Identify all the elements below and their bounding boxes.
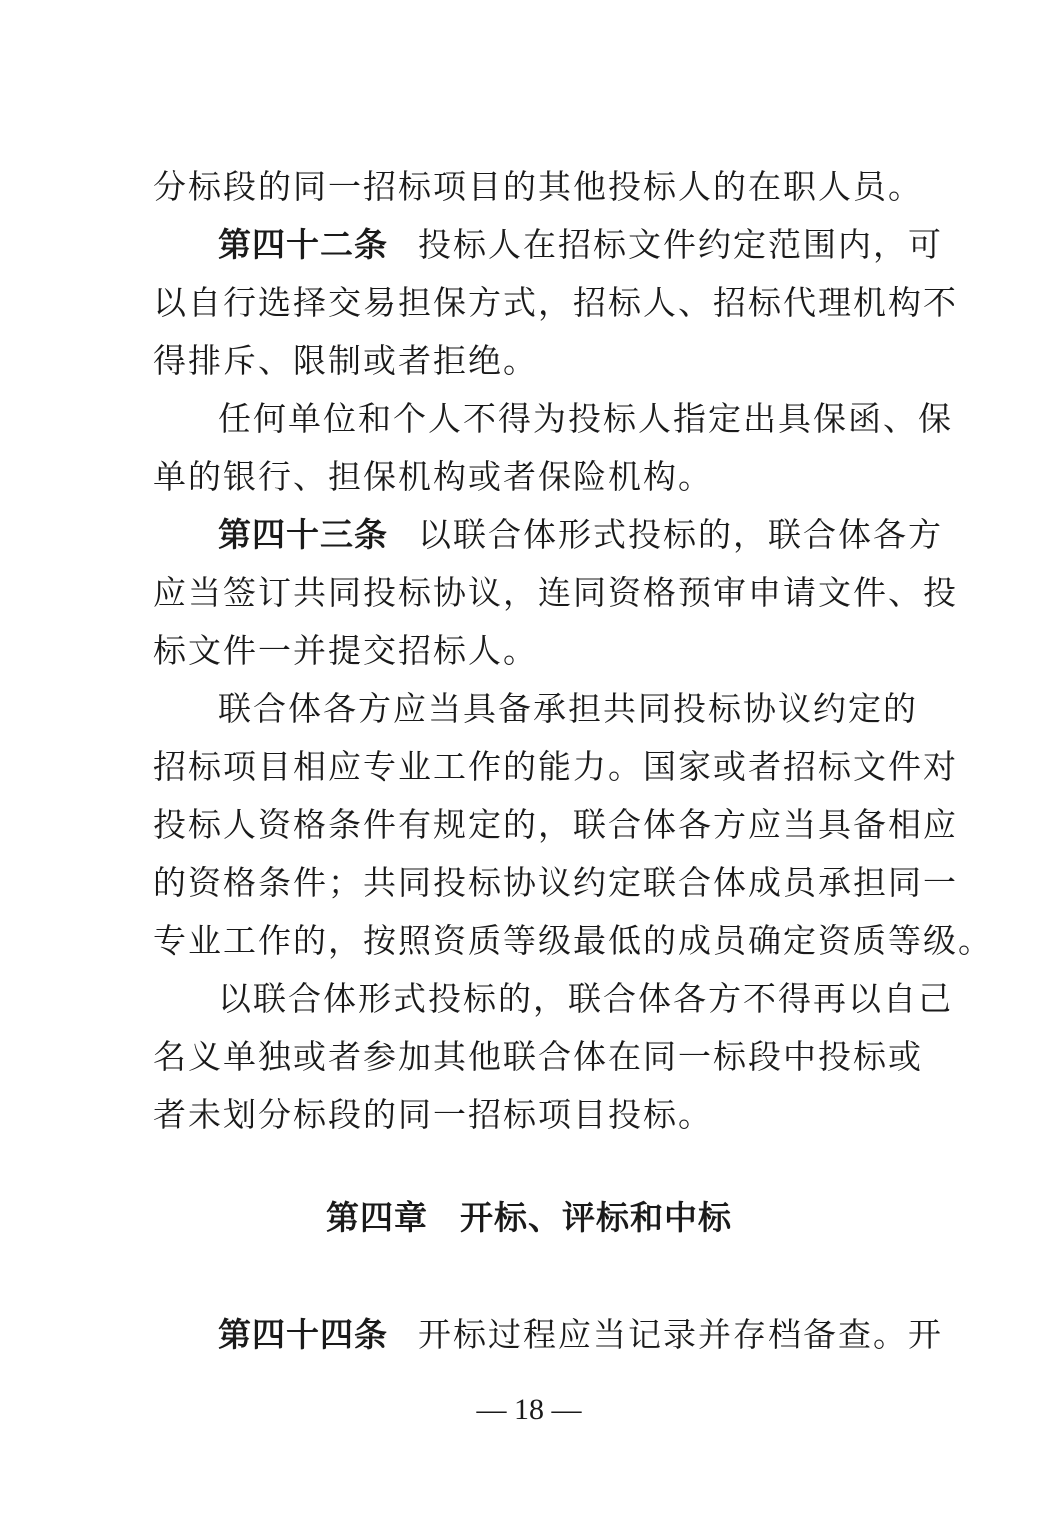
text-line [153, 622, 923, 680]
article-42-label: 第四十二条 [218, 225, 388, 264]
chapter-title: 开标、评标和中标 [460, 1198, 732, 1237]
line-text: 联合体各方应当具备承担共同投标协议约定的 [218, 689, 918, 728]
text-line [153, 332, 923, 390]
line-text: 应当签订共同投标协议，连同资格预审申请文件、投 [153, 573, 958, 612]
text-line [153, 912, 993, 970]
line-text: 开标过程应当记录并存档备查。开 [418, 1315, 943, 1354]
line-text: 得排斥、限制或者拒绝。 [153, 341, 538, 380]
line-text: 的资格条件；共同投标协议约定联合体成员承担同一 [153, 863, 958, 902]
article-43-heading-line [218, 506, 988, 564]
line-text: 标文件一并提交招标人。 [153, 631, 538, 670]
text-line [153, 738, 958, 796]
line-text: 名义单独或者参加其他联合体在同一标段中投标或 [153, 1037, 923, 1076]
line-text: 投标人在招标文件约定范围内，可 [418, 225, 943, 264]
text-line [153, 796, 958, 854]
line-text: 专业工作的，按照资质等级最低的成员确定资质等级。 [153, 921, 993, 960]
line-text: 分标段的同一招标项目的其他投标人的在职人员。 [153, 167, 923, 206]
line-text: 投标人资格条件有规定的，联合体各方应当具备相应 [153, 805, 958, 844]
line-text: 以联合体形式投标的，联合体各方不得再以自己 [218, 979, 953, 1018]
page-number: — 18 — [476, 1393, 582, 1426]
line-text: 者未划分标段的同一招标项目投标。 [153, 1095, 713, 1134]
text-line [218, 390, 988, 448]
text-line [153, 158, 923, 216]
article-44-label: 第四十四条 [218, 1315, 388, 1354]
line-text: 以自行选择交易担保方式，招标人、招标代理机构不 [153, 283, 958, 322]
article-43-label: 第四十三条 [218, 515, 388, 554]
text-line [153, 1086, 923, 1144]
text-line [153, 274, 958, 332]
line-text: 招标项目相应专业工作的能力。国家或者招标文件对 [153, 747, 958, 786]
chapter-heading [0, 1188, 1058, 1248]
text-line [153, 564, 958, 622]
text-line [218, 970, 988, 1028]
text-line [153, 448, 923, 506]
text-line [153, 1028, 923, 1086]
text-line [153, 854, 958, 912]
line-text: 单的银行、担保机构或者保险机构。 [153, 457, 713, 496]
line-text: 以联合体形式投标的，联合体各方 [418, 515, 943, 554]
chapter-number: 第四章 [326, 1198, 428, 1237]
line-text: 任何单位和个人不得为投标人指定出具保函、保 [218, 399, 953, 438]
article-44-heading-line [218, 1306, 988, 1364]
text-line [218, 680, 988, 738]
article-42-heading-line [218, 216, 988, 274]
